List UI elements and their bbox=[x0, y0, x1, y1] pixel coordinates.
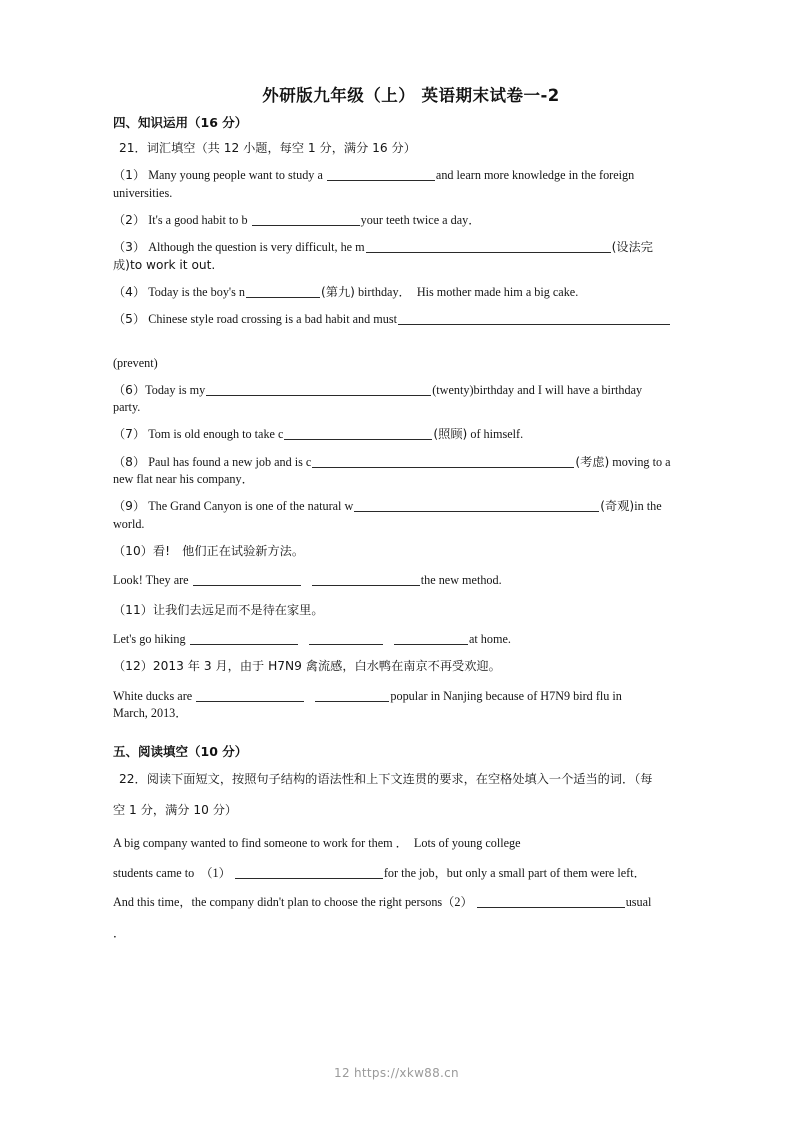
item-4-hint: (第九) bbox=[321, 284, 355, 299]
item-12-prompt-cn: 2013 年 3 月，由于 H7N9 禽流感，白水鸭在南京不再受欢迎。 bbox=[152, 659, 501, 674]
item-1-wrap: universities. bbox=[113, 185, 173, 200]
item-11-number: （11） bbox=[113, 602, 153, 617]
item-5-hint: (prevent) bbox=[113, 355, 158, 370]
item-3-wrap: 成)to work it out. bbox=[113, 257, 216, 272]
item-11-answer-before: Let's go hiking bbox=[113, 632, 186, 647]
item-3-hint: (设法完 bbox=[611, 240, 653, 255]
item-11-blank-b[interactable] bbox=[309, 633, 383, 646]
question-22-instruction-line2: 空 1 分，满分 10 分） bbox=[113, 802, 238, 817]
item-7-number: （7） bbox=[113, 427, 146, 442]
item-12-blank-b[interactable] bbox=[315, 689, 389, 702]
item-8-wrap: new flat near his company． bbox=[113, 472, 254, 487]
item-12-blank-a[interactable] bbox=[196, 689, 304, 702]
item-11-prompt bbox=[113, 602, 679, 619]
item-1 bbox=[113, 167, 679, 202]
item-5-number: （5） bbox=[113, 312, 146, 327]
item-4-text-after: birthday． His mother made him a big cake. bbox=[357, 284, 579, 299]
item-8-text-before: Paul has found a new job and is c bbox=[148, 454, 312, 469]
item-11-answer-after: at home. bbox=[468, 632, 511, 647]
passage-blank-2[interactable] bbox=[477, 895, 625, 908]
item-4-blank[interactable] bbox=[246, 285, 320, 298]
item-6-hint: (twenty) bbox=[432, 382, 474, 397]
section-heading-five: 五、阅读填空（10 分） bbox=[113, 744, 248, 760]
item-8-blank[interactable] bbox=[312, 455, 574, 468]
item-7-text-after: of himself. bbox=[470, 427, 524, 442]
item-12-wrap: March, 2013． bbox=[113, 706, 188, 721]
item-9-number: （9） bbox=[113, 499, 146, 514]
passage-line-3-after: usual bbox=[625, 894, 652, 909]
item-5-text-before: Chinese style road crossing is a bad habit and must bbox=[148, 312, 397, 327]
item-1-blank[interactable] bbox=[327, 169, 435, 182]
page-title: 外研版九年级（上） 英语期末试卷一-2 bbox=[262, 86, 560, 105]
item-11-answer bbox=[113, 631, 679, 648]
item-10-blank-a[interactable] bbox=[193, 574, 301, 587]
item-11-prompt-cn: 让我们去远足而不是待在家里。 bbox=[152, 602, 324, 617]
item-3-text-before: Although the question is very difficult, he m bbox=[148, 240, 365, 255]
item-9 bbox=[113, 498, 679, 533]
page-watermark: 12 https://xkw88.cn bbox=[334, 1066, 459, 1080]
item-10-answer bbox=[113, 572, 679, 589]
item-10-prompt-cn: 看! 他们正在试验新方法。 bbox=[152, 544, 305, 559]
item-7 bbox=[113, 426, 679, 443]
item-10-number: （10） bbox=[113, 544, 153, 559]
item-3 bbox=[113, 239, 679, 274]
item-2 bbox=[113, 212, 679, 229]
item-12-answer-after: popular in Nanjing because of H7N9 bird flu in bbox=[390, 688, 622, 703]
section-heading-four: 四、知识运用（16 分） bbox=[113, 114, 248, 130]
item-6-text-after: birthday and I will have a birthday bbox=[473, 382, 643, 397]
item-9-text-after: in the bbox=[634, 499, 662, 514]
item-10-blank-b[interactable] bbox=[312, 574, 420, 587]
item-2-number: （2） bbox=[113, 212, 146, 227]
item-5-blank[interactable] bbox=[398, 313, 670, 326]
item-10-answer-after: the new method. bbox=[420, 573, 502, 588]
passage-line-3-before: And this time，the company didn't plan to choose the right persons（2） bbox=[113, 894, 473, 909]
item-7-hint: (照顾) bbox=[433, 427, 468, 442]
passage-line-2-after: for the job，but only a small part of them were left． bbox=[383, 865, 646, 880]
item-2-blank[interactable] bbox=[252, 213, 360, 226]
document-content bbox=[113, 86, 679, 953]
question-22-instruction-line1: 22．阅读下面短文，按照句子结构的语法性和上下文连贯的要求，在空格处填入一个适当的词．（每 bbox=[119, 771, 653, 786]
passage-line-2 bbox=[113, 865, 679, 882]
item-6 bbox=[113, 382, 679, 417]
item-12-answer-before: White ducks are bbox=[113, 688, 193, 703]
item-4-number: （4） bbox=[113, 284, 146, 299]
item-6-number: （6） bbox=[113, 382, 146, 397]
item-4 bbox=[113, 284, 679, 301]
item-3-blank[interactable] bbox=[366, 241, 611, 254]
item-12-prompt bbox=[113, 658, 679, 675]
passage-line-2-before: students came to （1） bbox=[113, 865, 231, 880]
item-11-blank-c[interactable] bbox=[394, 633, 468, 646]
item-2-text-after: your teeth twice a day． bbox=[360, 212, 481, 227]
item-3-number: （3） bbox=[113, 240, 146, 255]
item-6-text-before: Today is my bbox=[145, 382, 206, 397]
item-8-number: （8） bbox=[113, 454, 146, 469]
item-9-wrap: world. bbox=[113, 516, 145, 531]
passage-line-3 bbox=[113, 894, 679, 911]
item-8-text-after: moving to a bbox=[612, 454, 671, 469]
item-8 bbox=[113, 454, 679, 489]
item-7-text-before: Tom is old enough to take c bbox=[148, 427, 284, 442]
item-1-text-before: Many young people want to study a bbox=[148, 168, 323, 183]
item-1-number: （1） bbox=[113, 168, 146, 183]
item-5 bbox=[113, 311, 679, 328]
item-2-text-before: It's a good habit to b bbox=[148, 212, 248, 227]
item-10-prompt bbox=[113, 543, 679, 560]
item-7-blank[interactable] bbox=[284, 428, 432, 441]
passage-line-1: A big company wanted to find someone to work for them ． Lots of young college bbox=[113, 836, 521, 851]
item-12-answer bbox=[113, 688, 679, 723]
item-6-wrap: party. bbox=[113, 400, 141, 415]
item-4-text-before: Today is the boy's n bbox=[148, 284, 245, 299]
item-8-hint: (考虑) bbox=[575, 454, 610, 469]
item-9-blank[interactable] bbox=[354, 500, 599, 513]
question-21-instruction: 21．词汇填空（共 12 小题，每空 1 分，满分 16 分） bbox=[119, 140, 416, 155]
item-9-text-before: The Grand Canyon is one of the natural w bbox=[148, 499, 354, 514]
passage-blank-1[interactable] bbox=[235, 866, 383, 879]
passage-line-4: ． bbox=[113, 926, 126, 941]
item-10-answer-before: Look! They are bbox=[113, 573, 189, 588]
item-12-number: （12） bbox=[113, 659, 153, 674]
item-1-text-after: and learn more knowledge in the foreign bbox=[435, 168, 635, 183]
item-11-blank-a[interactable] bbox=[190, 633, 298, 646]
item-9-hint: (奇观) bbox=[600, 499, 635, 514]
item-6-blank[interactable] bbox=[206, 383, 431, 396]
